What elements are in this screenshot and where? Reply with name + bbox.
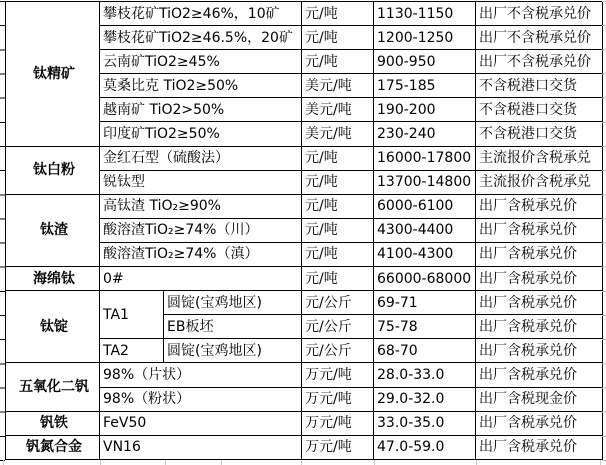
category-cell[interactable]: 钒氮合金 — [6, 435, 100, 459]
note-cell[interactable]: 出厂含税承兑价 — [476, 339, 603, 363]
category-cell[interactable]: 五氧化二钒 — [6, 363, 100, 411]
table-row — [6, 435, 603, 459]
price-cell[interactable]: 66000-68000 — [374, 267, 476, 291]
note-cell[interactable]: 不含税港口交货 — [476, 98, 603, 122]
spec-cell[interactable]: 0# — [100, 267, 302, 291]
right-gridline-strip — [602, 1, 606, 461]
unit-cell[interactable]: 万元/吨 — [302, 387, 374, 411]
price-cell[interactable]: 47.0-59.0 — [374, 435, 476, 459]
bottom-gridline — [374, 460, 375, 465]
spec-cell[interactable]: 莫桑比克 TiO2≥50% — [100, 74, 302, 98]
unit-cell[interactable]: 元/吨 — [302, 170, 374, 194]
price-cell[interactable]: 175-185 — [374, 74, 476, 98]
price-cell[interactable]: 1200-1250 — [374, 26, 476, 50]
table-row — [6, 411, 603, 435]
price-cell[interactable]: 33.0-35.0 — [374, 411, 476, 435]
price-cell[interactable]: 190-200 — [374, 98, 476, 122]
note-cell[interactable]: 出厂含税承兑价 — [476, 363, 603, 387]
note-cell[interactable]: 出厂含税承兑价 — [476, 267, 603, 291]
note-cell[interactable]: 不含税港口交货 — [476, 122, 603, 146]
table-row — [6, 363, 603, 387]
price-cell[interactable]: 75-78 — [374, 315, 476, 339]
bottom-gridline — [221, 460, 222, 465]
category-cell[interactable]: 钛白粉 — [6, 146, 100, 194]
spec-cell[interactable]: 高钛渣 TiO₂≥90% — [100, 194, 302, 218]
price-cell[interactable]: 69-71 — [374, 291, 476, 315]
price-cell[interactable]: 900-950 — [374, 50, 476, 74]
unit-cell[interactable]: 万元/吨 — [302, 411, 374, 435]
table-row — [6, 291, 603, 315]
unit-cell[interactable]: 美元/吨 — [302, 74, 374, 98]
price-cell[interactable]: 4300-4400 — [374, 218, 476, 242]
grade-cell[interactable]: TA1 — [100, 291, 164, 339]
unit-cell[interactable]: 元/吨 — [302, 218, 374, 242]
spec-cell[interactable]: 攀枝花矿TiO2≥46%，10矿 — [100, 2, 302, 26]
category-cell[interactable]: 钛锭 — [6, 291, 100, 363]
price-cell[interactable]: 6000-6100 — [374, 194, 476, 218]
note-cell[interactable]: 出厂不含税承兑价 — [476, 2, 603, 26]
note-cell[interactable]: 出厂含税承兑价 — [476, 242, 603, 266]
spec-cell[interactable]: 98%（粉状） — [100, 387, 302, 411]
spec-cell[interactable]: 98%（片状） — [100, 363, 302, 387]
price-cell[interactable]: 4100-4300 — [374, 242, 476, 266]
note-cell[interactable]: 主流报价含税承兑 — [476, 146, 603, 170]
unit-cell[interactable]: 元/公斤 — [302, 315, 374, 339]
unit-cell[interactable]: 元/公斤 — [302, 339, 374, 363]
note-cell[interactable]: 出厂含税承兑价 — [476, 435, 603, 459]
price-cell[interactable]: 230-240 — [374, 122, 476, 146]
spec-cell[interactable]: 金红石型（硫酸法） — [100, 146, 302, 170]
unit-cell[interactable]: 元/吨 — [302, 242, 374, 266]
spec-cell[interactable]: 锐钛型 — [100, 170, 302, 194]
table-row — [6, 2, 603, 26]
category-cell[interactable]: 钛精矿 — [6, 2, 100, 147]
category-cell[interactable]: 海绵钛 — [6, 267, 100, 291]
note-cell[interactable]: 出厂含税承兑价 — [476, 194, 603, 218]
spec-cell[interactable]: FeV50 — [100, 411, 302, 435]
price-cell[interactable]: 13700-14800 — [374, 170, 476, 194]
category-cell[interactable]: 钛渣 — [6, 194, 100, 266]
bottom-gridline — [100, 460, 101, 465]
spec-cell[interactable]: 越南矿 TiO2>50% — [100, 98, 302, 122]
unit-cell[interactable]: 元/吨 — [302, 146, 374, 170]
table-row — [6, 194, 603, 218]
spec-cell[interactable]: 攀枝花矿TiO2≥46.5%，20矿 — [100, 26, 302, 50]
note-cell[interactable]: 出厂含税现金价 — [476, 387, 603, 411]
unit-cell[interactable]: 元/公斤 — [302, 291, 374, 315]
unit-cell[interactable]: 元/吨 — [302, 50, 374, 74]
note-cell[interactable]: 出厂不含税承兑价 — [476, 26, 603, 50]
unit-cell[interactable]: 美元/吨 — [302, 122, 374, 146]
spec-cell[interactable]: 印度矿TiO2≥50% — [100, 122, 302, 146]
bottom-gridline — [165, 460, 166, 465]
sub-spec-cell[interactable]: EB板坯 — [164, 315, 302, 339]
unit-cell[interactable]: 万元/吨 — [302, 435, 374, 459]
unit-cell[interactable]: 元/吨 — [302, 194, 374, 218]
note-cell[interactable]: 主流报价含税承兑 — [476, 170, 603, 194]
bottom-gridline — [600, 460, 601, 465]
unit-cell[interactable]: 美元/吨 — [302, 98, 374, 122]
sub-spec-cell[interactable]: 圆锭(宝鸡地区) — [164, 291, 302, 315]
spec-cell[interactable]: 酸溶渣TiO₂≥74%（滇） — [100, 242, 302, 266]
price-cell[interactable]: 1130-1150 — [374, 2, 476, 26]
bottom-gridline — [301, 460, 302, 465]
spec-cell[interactable]: 酸溶渣TiO₂≥74%（川） — [100, 218, 302, 242]
note-cell[interactable]: 不含税港口交货 — [476, 74, 603, 98]
price-cell[interactable]: 28.0-33.0 — [374, 363, 476, 387]
bottom-gridline — [3, 460, 4, 465]
bottom-gridline — [476, 460, 477, 465]
unit-cell[interactable]: 元/吨 — [302, 26, 374, 50]
price-cell[interactable]: 29.0-32.0 — [374, 387, 476, 411]
note-cell[interactable]: 出厂含税承兑价 — [476, 411, 603, 435]
note-cell[interactable]: 出厂不含税承兑价 — [476, 50, 603, 74]
unit-cell[interactable]: 万元/吨 — [302, 363, 374, 387]
price-table — [5, 1, 603, 460]
note-cell[interactable]: 出厂含税承兑价 — [476, 218, 603, 242]
category-cell[interactable]: 钒铁 — [6, 411, 100, 435]
price-cell[interactable]: 68-70 — [374, 339, 476, 363]
table-row — [6, 267, 603, 291]
table-row — [6, 146, 603, 170]
grade-cell[interactable]: TA2 — [100, 339, 164, 363]
spec-cell[interactable]: VN16 — [100, 435, 302, 459]
unit-cell[interactable]: 元/吨 — [302, 2, 374, 26]
note-cell[interactable]: 出厂含税承兑价 — [476, 315, 603, 339]
note-cell[interactable]: 出厂含税承兑价 — [476, 291, 603, 315]
sub-spec-cell[interactable]: 圆锭(宝鸡地区) — [164, 339, 302, 363]
spec-cell[interactable]: 云南矿TiO2≥45% — [100, 50, 302, 74]
price-cell[interactable]: 16000-17800 — [374, 146, 476, 170]
unit-cell[interactable]: 元/吨 — [302, 267, 374, 291]
